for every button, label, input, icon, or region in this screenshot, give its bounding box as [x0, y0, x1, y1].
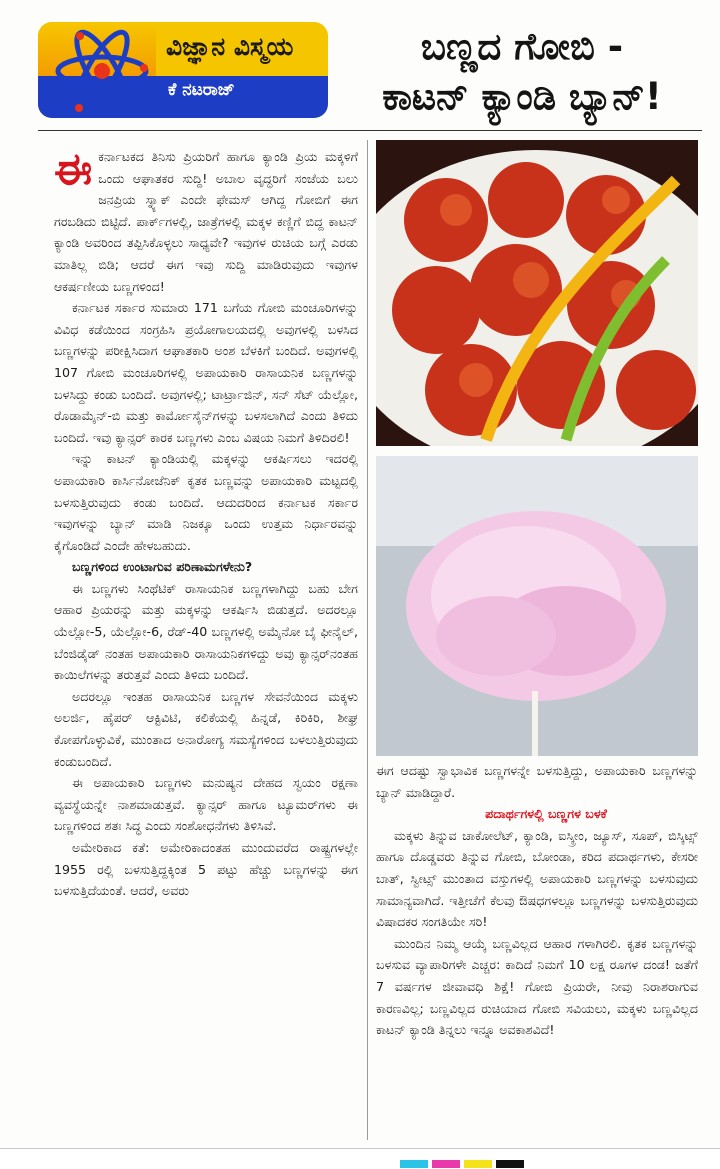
color-swatch — [432, 1160, 460, 1168]
paragraph: ಅಮೇರಿಕಾದ ಕತೆ: ಅಮೇರಿಕಾದಂತಹ ಮುಂದುವರೆದ ರಾಷ್ಟ್ರಗಳಲ್ಲೇ 1955 ರಲ್ಲಿ ಬಳಸುತ್ತಿದ್ದಕ್ಕಿಂತ 5 ಪಟ್ಟು ಹೆಚ್ಚು ಬಣ್ಣಗಳನ್ನು ಈಗ ಬಳಸುತ್ತಿದೆಯಂತೆ. ಆದರೆ, ಅವರು — [54, 840, 358, 899]
paragraph: ಈ ಬಣ್ಣಗಳು ಸಿಂಥೆಟಿಕ್ ರಾಸಾಯನಿಕ ಬಣ್ಣಗಳಾಗಿದ್ದು ಬಹು ಬೇಗ ಆಹಾರ ಪ್ರಿಯರನ್ನು ಮತ್ತು ಮಕ್ಕಳನ್ನು ಆಕರ್ಷಿಸಿ ಬಿಡುತ್ತದೆ. ಅದರಲ್ಲೂ ಯೆಲ್ಲೋ-5, ಯೆಲ್ಲೋ-6, ರೆಡ್-40 ಬಣ್ಣಗಳಲ್ಲಿ ಅಮೈನೋ ಬೈ ಫೀನೈಲ್, ಬೆಂಜಿಡೈಡ್ ನಂತಹ ಅಪಾಯಕಾರಿ ರಾಸಾಯನಿಕಗಳಿದ್ದು ಅವು ಕ್ಯಾನ್ಸರ್‌ನಂತಹ ಕಾಯಿಲೆಗಳನ್ನು ತರುತ್ತವೆ ಎಂದು ತಿಳಿದು ಬಂದಿದೆ. — [54, 580, 358, 683]
color-swatch — [400, 1160, 428, 1168]
paragraph: ಈಗ ಆದಷ್ಟು ಸ್ವಾಭಾವಿಕ ಬಣ್ಣಗಳನ್ನೇ ಬಳಸುತ್ತಿದ್ದು, ಅಪಾಯಕಾರಿ ಬಣ್ಣಗಳನ್ನು ಬ್ಯಾನ್ ಮಾಡಿದ್ದಾರೆ. — [376, 763, 698, 800]
color-swatch — [464, 1160, 492, 1168]
subheading: ಬಣ್ಣಗಳಿಂದ ಉಂಟಾಗುವ ಪರಿಣಾಮಗಳೇನು? — [72, 559, 253, 575]
article-column-right — [376, 760, 698, 1041]
column-divider — [367, 140, 368, 1140]
paragraph: ಕರ್ನಾಟಕ ಸರ್ಕಾರ ಸುಮಾರು 171 ಬಗೆಯ ಗೋಬಿ ಮಂಚೂರಿಗಳನ್ನು ವಿವಿಧ ಕಡೆಯಿಂದ ಸಂಗ್ರಹಿಸಿ ಪ್ರಯೋಗಾಲಯದಲ್ಲಿ ಅವುಗಳಲ್ಲಿ ಬಳಸಿದ ಬಣ್ಣಗಳನ್ನು ಪರೀಕ್ಷಿಸಿದಾಗ ಆಘಾತಕಾರಿ ಅಂಶ ಬೆಳಕಿಗೆ ಬಂದಿದೆ. ಅವುಗಳಲ್ಲಿ 107 ಗೋಬಿ ಮಂಚೂರಿಗಳಲ್ಲಿ ಅಪಾಯಕಾರಿ ರಾಸಾಯನಿಕ ಬಣ್ಣಗಳನ್ನು ಬಳಸಿದ್ದು ಕಂಡು ಬಂದಿದೆ. ಅವುಗಳಲ್ಲಿ; ಟಾರ್ಟ್ರಾಜಿನ್, ಸನ್ ಸೆಟ್ ಯೆಲ್ಲೋ, ರೊಡಾಮೈನ್-ಬಿ ಮತ್ತು ಕಾರ್ಮೋಸೈನ್‌ಗಳನ್ನು ಬಳಸಲಾಗಿದೆ ಎಂದು ತಿಳಿದು ಬಂದಿದೆ. ಇವು ಕ್ಯಾನ್ಸರ್ ಕಾರಕ ಬಣ್ಣಗಳು ಎಂಬ ವಿಷಯ ನಿಮಗೆ ತಿಳಿದಿರಲಿ! — [54, 300, 358, 445]
paragraph — [54, 146, 358, 297]
column-banner — [38, 22, 328, 118]
color-swatch — [496, 1160, 524, 1168]
paragraph: ಮಕ್ಕಳು ತಿನ್ನುವ ಚಾಕೋಲೆಟ್, ಕ್ಯಾಂಡಿ, ಐಸ್ಕ್ರೀಂ, ಜ್ಯೂಸ್, ಸೂಪ್, ಬಿಸ್ಕಿಟ್ಸ್ ಹಾಗೂ ದೊಡ್ಡವರು ತಿನ್ನುವ ಗೋಬಿ, ಬೋಂಡಾ, ಕರಿದ ಪದಾರ್ಥಗಳು, ಕೇಸರೀ ಬಾತ್, ಸ್ವೀಟ್ಸ್ ಮುಂತಾದ ವಸ್ತುಗಳಲ್ಲಿ ಅಪಾಯಕಾರಿ ಬಣ್ಣಗಳನ್ನು ಬಳಸುವುದು ಸಾಮಾನ್ಯವಾಗಿದೆ. ಇತ್ತೀಚೆಗೆ ಕೆಲವು ಔಷಧಗಳಲ್ಲೂ ಬಣ್ಣಗಳನ್ನು ಬಳಸುತ್ತಿರುವುದು ವಿಷಾದಕರ ಸಂಗತಿಯೇ ಸರಿ! — [376, 827, 698, 930]
atom-logo-icon — [52, 28, 152, 114]
headline-line-2: ಕಾಟನ್ ಕ್ಯಾಂಡಿ ಬ್ಯಾನ್! — [382, 75, 662, 118]
paragraph-text: ಕರ್ನಾಟಕದ ತಿನಿಸು ಪ್ರಿಯರಿಗೆ ಹಾಗೂ ಕ್ಯಾಂಡಿ ಪ್ರಿಯ ಮಕ್ಕಳಿಗೆ ಒಂದು ಆಘಾತಕರ ಸುದ್ದಿ! ಅಬಾಲ ವೃದ್ಧರಿಗೆ ಸಂಜೆಯ ಬಲು ಜನಪ್ರಿಯ ಸ್ನ್ಯಾಕ್ ಎಂದೇ ಫೇಮಸ್ ಆಗಿದ್ದ ಗೋಬಿಗೆ ಈಗ ಗರಬಡಿದು ಬಿಟ್ಟಿದೆ. ಪಾರ್ಕ್‌ಗಳಲ್ಲಿ, ಜಾತ್ರೆಗಳಲ್ಲಿ ಮಕ್ಕಳ ಕಣ್ಣಿಗೆ ಬಿದ್ದ ಕಾಟನ್ ಕ್ಯಾಂಡಿ ಅವರಿಂದ ತಪ್ಪಿಸಿಕೊಳ್ಳಲು ಸಾಧ್ಯವೇ? ಇವುಗಳ ರುಚಿಯ ಬಗ್ಗೆ ಎರಡು ಮಾತಿಲ್ಲ ಬಿಡಿ; ಆದರೆ ಈಗ ಇವು ಸುದ್ದಿ ಮಾಡಿರುವುದು ಇವುಗಳ ಆಕರ್ಷಣೀಯ ಬಣ್ಣಗಳಿಂದ! — [54, 149, 358, 294]
drop-cap: ಈ — [54, 144, 93, 195]
column-title: ವಿಜ್ಞಾನ ವಿಸ್ಮಯ — [166, 32, 294, 61]
subheading: ಪದಾರ್ಥಗಳಲ್ಲಿ ಬಣ್ಣಗಳ ಬಳಕೆ — [485, 806, 607, 822]
paragraph: ಇನ್ನು ಕಾಟನ್ ಕ್ಯಾಂಡಿಯಲ್ಲಿ ಮಕ್ಕಳನ್ನು ಆಕರ್ಷಿಸಲು ಇದರಲ್ಲಿ ಅಪಾಯಕಾರಿ ಕಾರ್ಸಿನೋಜೆನಿಕ್ ಕೃತಕ ಬಣ್ಣವನ್ನು ಅಪಾಯಕಾರಿ ಮಟ್ಟದಲ್ಲಿ ಬಳಸುತ್ತಿರುವುದು ಕಂಡು ಬಂದಿದೆ. ಆದುದರಿಂದ ಕರ್ನಾಟಕ ಸರ್ಕಾರ ಇವುಗಳನ್ನು ಬ್ಯಾನ್ ಮಾಡಿ ನಿಜಕ್ಕೂ ಒಂದು ಉತ್ತಮ ನಿರ್ಧಾರವನ್ನು ಕೈಗೊಂಡಿದೆ ಎಂದೇ ಹೇಳಬಹುದು. — [54, 451, 358, 553]
header-divider — [38, 130, 702, 131]
article-column-left — [54, 146, 358, 902]
gobi-manchurian-photo — [376, 140, 698, 446]
cotton-candy-photo — [376, 456, 698, 756]
author-name: ಕೆ ನಟರಾಜ್ — [168, 80, 235, 100]
headline — [342, 22, 702, 122]
page-footer-strip — [0, 1148, 720, 1169]
paragraph: ಮುಂದಿನ ನಿಮ್ಮ ಆಯ್ಕೆ ಬಣ್ಣವಿಲ್ಲದ ಆಹಾರ ಗಳಾಗಿರಲಿ. ಕೃತಕ ಬಣ್ಣಗಳನ್ನು ಬಳಸುವ ವ್ಯಾಪಾರಿಗಳೇ ಎಚ್ಚರ: ಕಾದಿದೆ ನಿಮಗೆ 10 ಲಕ್ಷ ರೂಗಳ ದಂಡ! ಜತೆಗೆ 7 ವರ್ಷಗಳ ಜೀವಾವಧಿ ಶಿಕ್ಷೆ! ಗೋಬಿ ಪ್ರಿಯರೇ, ನೀವು ನಿರಾಶರಾಗುವ ಕಾರಣವಿಲ್ಲ; ಬಣ್ಣವಿಲ್ಲದ ರುಚಿಯಾದ ಗೋಬಿ ಸವಿಯಲು, ಮಕ್ಕಳು ಬಣ್ಣವಿಲ್ಲದ ಕಾಟನ್ ಕ್ಯಾಂಡಿ ತಿನ್ನಲು ಇನ್ನೂ ಅವಕಾಶವಿದೆ! — [376, 935, 698, 1038]
paragraph: ಅದರಲ್ಲೂ ಇಂತಹ ರಾಸಾಯನಿಕ ಬಣ್ಣಗಳ ಸೇವನೆಯಿಂದ ಮಕ್ಕಳು ಅಲರ್ಜಿ, ಹೈಪರ್ ಆಕ್ಟಿವಿಟಿ, ಕಲಿಕೆಯಲ್ಲಿ ಹಿನ್ನಡೆ, ಕಿರಿಕಿರಿ, ಶೀಘ್ರ ಕೋಪಗೊಳ್ಳುವಿಕೆ, ಮುಂತಾದ ಅನಾರೋಗ್ಯ ಸಮಸ್ಯೆಗಳಿಂದ ಬಳಲುತ್ತಿರುವುದು ಕಂಡುಬಂದಿದೆ. — [54, 688, 358, 769]
headline-line-1: ಬಣ್ಣದ ಗೋಬಿ - — [420, 25, 624, 68]
paragraph: ಈ ಅಪಾಯಕಾರಿ ಬಣ್ಣಗಳು ಮನುಷ್ಯನ ದೇಹದ ಸ್ವಯಂ ರಕ್ಷಣಾ ವ್ಯವಸ್ಥೆಯನ್ನೇ ನಾಶಮಾಡುತ್ತವೆ. ಕ್ಯಾನ್ಸರ್ ಹಾಗೂ ಟ್ಯೂಮರ್‌ಗಳು ಈ ಬಣ್ಣಗಳಿಂದ ಶತಃ ಸಿದ್ಧ ಎಂದು ಸಂಶೋಧನೆಗಳು ತಿಳಿಸಿವೆ. — [54, 775, 358, 834]
